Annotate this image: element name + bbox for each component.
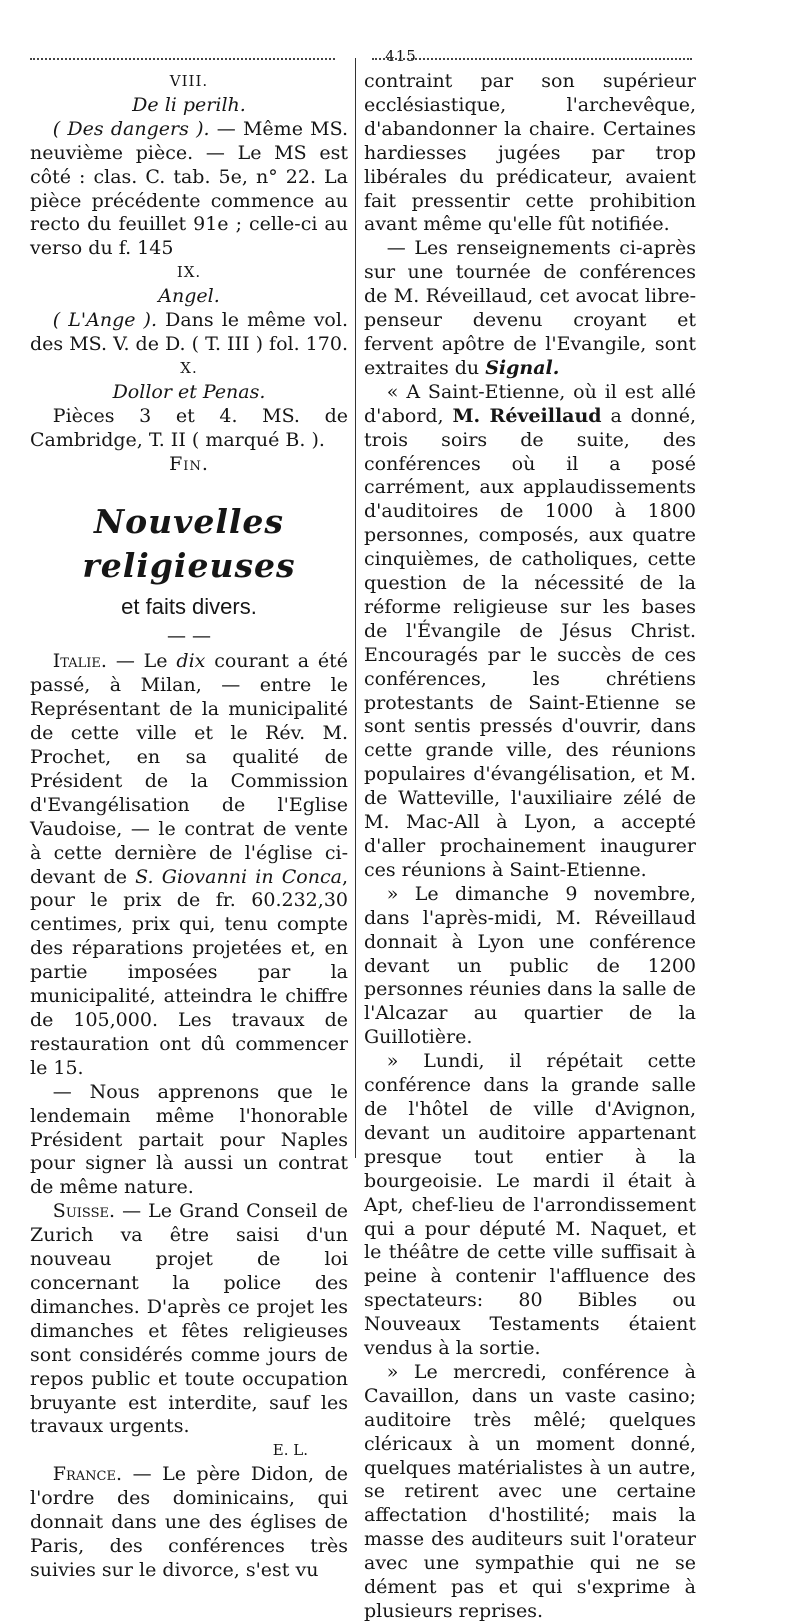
section-body bbox=[30, 309, 348, 357]
news-item-italie bbox=[30, 650, 348, 1080]
news-headline: Nouvelles religieuses bbox=[82, 502, 296, 586]
text-run: « A Saint-Etienne, où il est allé d'abord, bbox=[364, 380, 696, 427]
section-body-lead: ( L'Ange ). bbox=[52, 309, 158, 332]
paragraph: » Lundi, il répétait cette conférence dans la grande salle de l'hôtel de ville d'Avignon, devant un auditoire appartenant presque tout entier à la bourgeoisie. Le mardi il était à Apt, chef-lieu de l'arrondissement qui a pour député M. Naquet, et le théâtre de cette ville suffisait à peine à contenir l'affluence des spectateurs: 80 Bibles ou Nouveaux Testaments étaient vendus à la sortie. bbox=[364, 1050, 696, 1360]
newspaper-name: Signal. bbox=[485, 356, 560, 379]
news-item-italie-followup: — Nous apprenons que le lendemain même l'honorable Président partait pour Naples pour signer là aussi un contrat de même nature. bbox=[30, 1080, 348, 1199]
paragraph: contraint par son supérieur ecclésiastique, l'archevêque, d'abandonner la chaire. Certaines hardiesses jugées par trop libérales du prédicateur, avaient fait pressentir cette prohibition avant même qu'elle fût notifiée. bbox=[364, 70, 696, 236]
text-run: — Le père Didon, de l'ordre des dominicains, qui donnait dans une des églises de Paris, des conférences très suivies sur le divorce, s'est vu bbox=[30, 1463, 348, 1581]
header-rule-right bbox=[372, 58, 692, 60]
separator: — — bbox=[166, 625, 212, 648]
person-name: M. Réveillaud bbox=[452, 404, 602, 427]
text-run: , pour le prix de fr. 60.232,30 centimes, prix qui, tenu compte des réparations projetées et, en partie imposées par la municipalité, atteindra le chiffre de 105,000. Les travaux de restauration ont dû commencer le 15. bbox=[30, 865, 348, 1079]
right-column bbox=[364, 70, 696, 1624]
section-number: X. bbox=[180, 358, 198, 377]
column-divider bbox=[355, 58, 356, 1158]
section-number: VIII. bbox=[169, 72, 209, 90]
text-run: a donné, trois soirs de suite, des conférences où il a posé carrément, aux applaudissements d'auditoires de 1000 à 1800 personnes, composés, aux quatre cinquièmes, de catholiques, cette question de la nécessité de la réforme religieuse sur les bases de l'Évangile de Jésus Christ. Encouragés par le succès de ces conférences, les chrétiens protestants de Saint-Etienne se sont sentis pressés d'ouvrir, dans cette grande ville, des réunions populaires d'évangélisation, et M. de Watteville, l'auxiliaire zélé de M. Mac-All à Lyon, a accepté d'aller prochainement inaugurer ces réunions à Saint-Etienne. bbox=[364, 404, 696, 881]
paragraph: » Le dimanche 9 novembre, dans l'après-midi, M. Réveillaud donnait à Lyon une conférence devant un public de 1200 personnes réunies dans la salle de l'Alcazar au quartier de la Guillotière. bbox=[364, 882, 696, 1049]
paragraph bbox=[364, 237, 696, 380]
country-label: Italie. bbox=[52, 650, 107, 673]
section-body-lead: ( Des dangers ). bbox=[52, 117, 210, 140]
paragraph bbox=[364, 381, 696, 883]
page-number: 415 bbox=[385, 47, 417, 65]
section-body: Pièces 3 et 4. MS. de Cambridge, T. II ( marqué B. ). bbox=[30, 404, 348, 451]
text-run: dix bbox=[176, 650, 206, 673]
text-run: — Le Grand Conseil de Zurich va être saisi d'un nouveau projet de loi concernant la police des dimanches. D'après ce projet les dimanches et fêtes religieuses sont considérés comme jours de repos public et toute occupation bruyante est interdite, sauf les travaux urgents. bbox=[30, 1200, 348, 1438]
section-title: De li perilh. bbox=[132, 93, 246, 116]
end-mark: Fin. bbox=[169, 452, 209, 475]
country-label: Suisse. bbox=[52, 1200, 116, 1223]
news-item-france bbox=[30, 1463, 348, 1583]
section-body-text: Dans le même vol. des MS. V. de D. ( T. III ) fol. 170. bbox=[30, 309, 348, 355]
paragraph: » Le mercredi, conférence à Cavaillon, dans un vaste casino; auditoire très mêlé; quelques cléricaux à un moment donné, quelques matérialistes à un autre, se retirent avec une certaine affectation d'hostilité; mais la masse des auditeurs suit l'orateur avec une sympathie qui ne se dément pas et qui s'exprime à plusieurs reprises. bbox=[364, 1360, 696, 1622]
signature: E. L. bbox=[272, 1441, 308, 1460]
text-run: — Le bbox=[106, 650, 177, 673]
text-run: courant a été passé, à Milan, — entre le Représentant de la municipalité de cette ville et le Rév. M. Prochet, en sa qualité de Président de la Commission d'Evangélisation de l'Eglise Vaudoise, — le contrat de vente à cette dernière de l'église ci-devant de bbox=[30, 650, 349, 888]
header-rule-left bbox=[30, 58, 335, 60]
news-item-suisse bbox=[30, 1200, 348, 1439]
section-number: IX. bbox=[176, 263, 202, 282]
country-label: France. bbox=[52, 1463, 123, 1486]
section-title: Dollor et Penas. bbox=[112, 380, 266, 403]
section-body-text: — Même MS. neuvième pièce. — Le MS est côté : clas. C. tab. 5e, n° 22. La pièce précédente commence au recto du feuillet 91e ; celle-ci au verso du f. 145 bbox=[30, 117, 348, 260]
text-run: — Les renseignements ci-après sur une tournée de conférences de M. Réveillaud, cet avocat libre-penseur devenu croyant et fervent apôtre de l'Evangile, sont extraites du bbox=[364, 237, 696, 379]
news-subheadline: et faits divers. bbox=[121, 594, 257, 620]
church-name: S. Giovanni in Conca bbox=[135, 865, 342, 888]
section-title: Angel. bbox=[158, 285, 220, 308]
section-body bbox=[30, 118, 348, 261]
left-column bbox=[30, 70, 348, 1583]
